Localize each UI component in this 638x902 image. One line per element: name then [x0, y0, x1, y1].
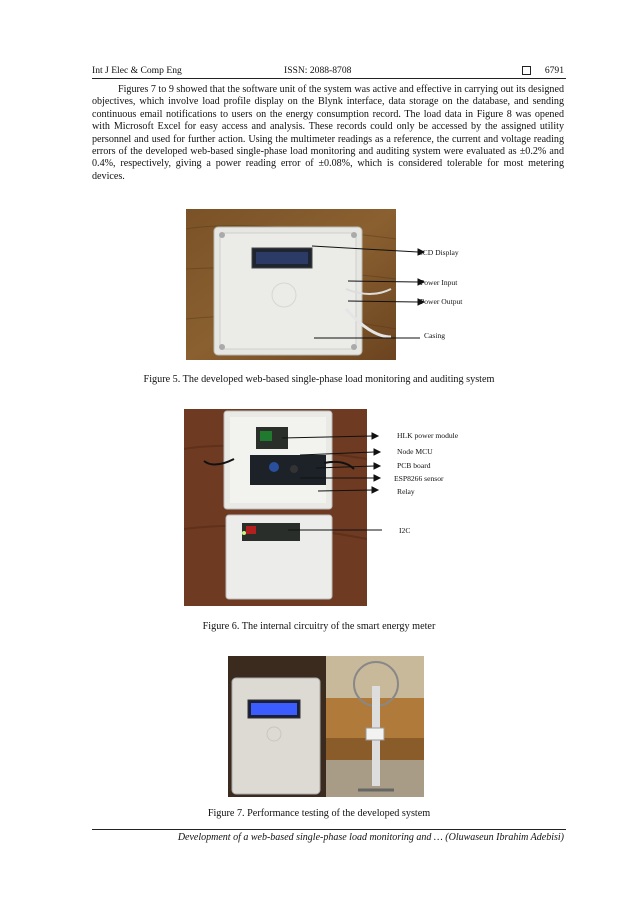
page-footer: Development of a web-based single-phase load monitoring and … (Oluwaseun Ibrahim Adebisi): [177, 832, 564, 843]
journal-name: Int J Elec & Comp Eng: [92, 64, 182, 76]
body-paragraph: Figures 7 to 9 showed that the software unit of the system was active and effective in carrying out its designed objectives, which involve load profile display on the Blynk interface, data storage on the database, and sending continuous email notifications to users on the energy consumption record. The load data in Figure 8 was opened with Microsoft Excel for easy access and analysis. These records could only be accessed by the assigned utility personnel and used for further action. Using the multimeter readings as a reference, the current and voltage reading errors of the developed web-based single-phase load monitoring and auditing system were evaluated as ±0.2% and 0.4%, respectively, giving a power reading error of ±0.08%, which is considered tolerable for most metering devices.: [92, 84, 564, 182]
callout-power-output: Power Output: [420, 297, 463, 306]
callout-pcb-board: PCB board: [397, 461, 431, 470]
callout-hlk-power-module: HLK power module: [397, 431, 459, 440]
callout-power-input: Power Input: [420, 278, 458, 287]
page-number: 6791: [544, 64, 564, 76]
figure-7-photo: [228, 656, 424, 797]
figure-6-caption: Figure 6. The internal circuitry of the smart energy meter: [202, 621, 436, 632]
callout-relay: Relay: [397, 487, 415, 496]
callout-node-mcu: Node MCU: [397, 447, 433, 456]
figure-5-caption: Figure 5. The developed web-based single-phase load monitoring and auditing system: [143, 374, 495, 385]
footer-rule: [92, 829, 566, 830]
callout-lcd-display: LCD Display: [418, 248, 459, 257]
figure-7-image: [228, 656, 424, 797]
callout-esp8266-sensor: ESP8266 sensor: [394, 474, 444, 483]
callout-casing: Casing: [424, 331, 446, 340]
callout-i2c: I2C: [399, 526, 411, 535]
issn: ISSN: 2088-8708: [284, 64, 352, 76]
figure-7-caption: Figure 7. Performance testing of the developed system: [207, 808, 431, 819]
